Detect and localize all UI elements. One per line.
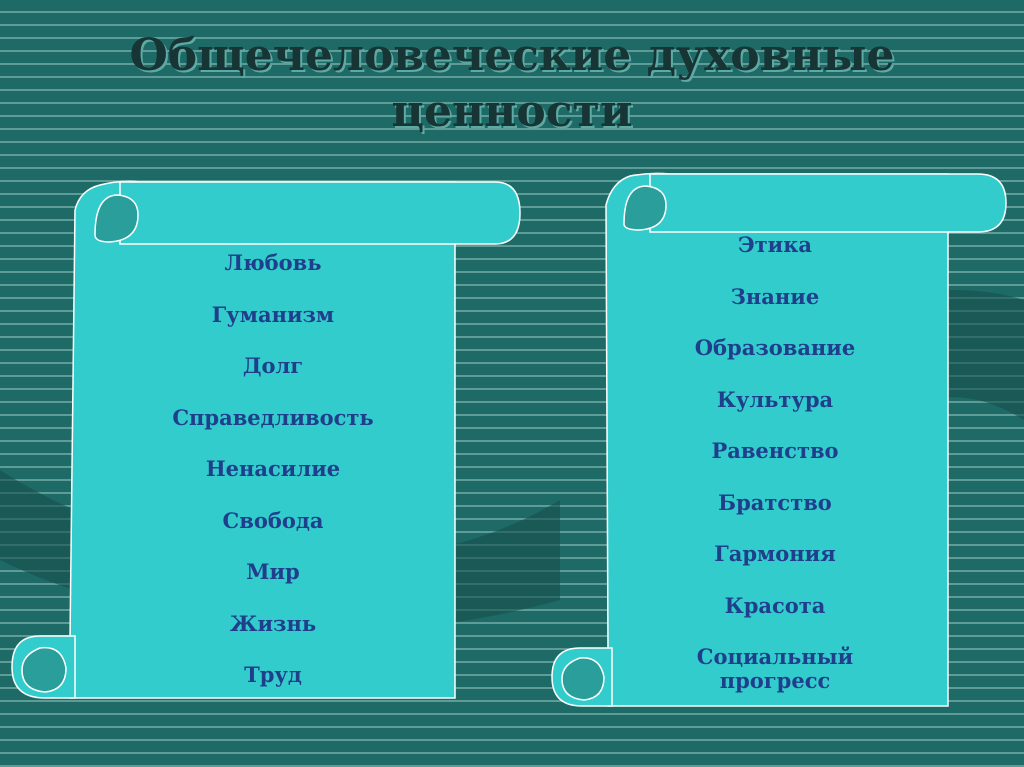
list-item: Братство: [718, 489, 832, 515]
list-item: Ненасилие: [205, 456, 341, 481]
list-item: Этика: [737, 232, 813, 257]
list-item-multiline: [640, 645, 910, 693]
list-item: Образование: [694, 335, 856, 360]
list-item: Труд: [244, 662, 302, 687]
list-item-line-2: прогресс: [719, 668, 831, 693]
list-item: Знание: [730, 283, 820, 309]
right-scroll-bottom-curl: [562, 658, 604, 700]
list-item: Справедливость: [172, 404, 374, 430]
right-scroll-top-roll: [650, 174, 1006, 232]
list-item: Любовь: [224, 250, 322, 275]
list-item-line-1: Социальный: [696, 644, 854, 669]
list-item: Гуманизм: [211, 301, 335, 327]
list-item: Культура: [716, 386, 834, 412]
list-item: Мир: [246, 559, 300, 584]
title-line-1: Общечеловеческие духовные: [129, 30, 895, 81]
list-item: Равенство: [711, 438, 839, 463]
list-item: Жизнь: [229, 610, 317, 636]
list-item: Свобода: [222, 507, 324, 533]
left-values-list: [120, 251, 426, 715]
right-values-list: [640, 233, 910, 693]
list-item: Красота: [724, 592, 826, 618]
list-item: Гармония: [714, 541, 836, 566]
title-line-2: ценности: [391, 86, 633, 137]
list-item: Долг: [242, 353, 304, 378]
